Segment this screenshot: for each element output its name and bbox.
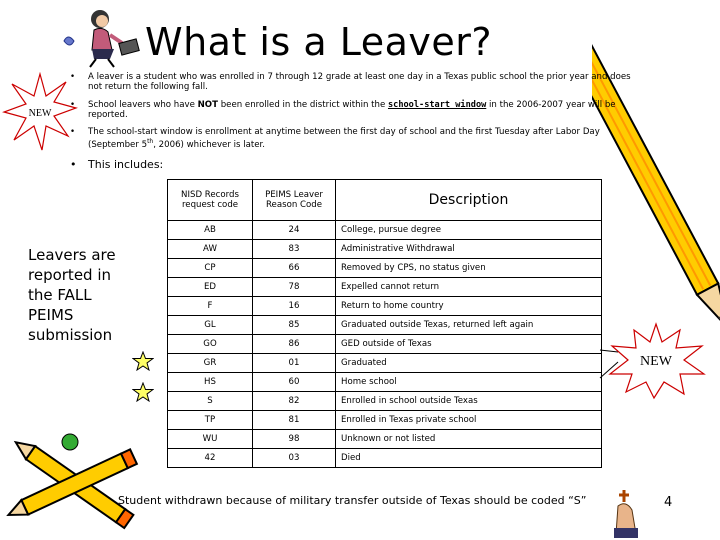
slide-title: What is a Leaver?	[145, 20, 493, 64]
nisd-code-cell: 42	[168, 449, 253, 468]
bullet-school-leavers	[70, 100, 635, 121]
bullet-text-underline: school-start window	[387, 99, 487, 110]
description-cell: Died	[336, 449, 602, 468]
table-row	[168, 259, 602, 278]
peims-code-cell: 98	[253, 430, 336, 449]
nisd-code-cell: TP	[168, 411, 253, 430]
description-cell: Graduated	[336, 354, 602, 373]
nisd-code-cell: S	[168, 392, 253, 411]
table-row	[168, 240, 602, 259]
peims-code-cell: 16	[253, 297, 336, 316]
nisd-code-cell: CP	[168, 259, 253, 278]
header-description: Description	[336, 180, 602, 221]
description-cell: GED outside of Texas	[336, 335, 602, 354]
new-starburst-large	[598, 320, 708, 400]
bullet-text: This includes:	[88, 157, 164, 171]
table-row	[168, 411, 602, 430]
peims-code-cell: 82	[253, 392, 336, 411]
peims-code-cell: 03	[253, 449, 336, 468]
table-row	[168, 354, 602, 373]
bullet-text-pre: School leavers who have	[88, 99, 198, 110]
pencils-bottom-left-clipart	[0, 430, 150, 540]
bullet-text: A leaver is a student who was enrolled in 7 through 12 grade at least one day in a Texas public school the prior year and does not return the following fall.	[88, 72, 631, 93]
bullet-this-includes	[70, 158, 635, 171]
table-row	[168, 449, 602, 468]
new-starburst-small	[2, 72, 78, 152]
table-row	[168, 335, 602, 354]
nisd-code-cell: GO	[168, 335, 253, 354]
table-row	[168, 316, 602, 335]
peims-code-cell: 66	[253, 259, 336, 278]
description-cell: Enrolled in school outside Texas	[336, 392, 602, 411]
leaver-codes-table	[167, 179, 602, 468]
table-row	[168, 278, 602, 297]
star-icon	[132, 382, 154, 402]
header-peims-code: PEIMS Leaver Reason Code	[253, 180, 336, 221]
table-row	[168, 297, 602, 316]
description-cell: Enrolled in Texas private school	[336, 411, 602, 430]
bullet-text-pre: The school-start window is enrollment at anytime between the first day of school and the first Tuesday after Labor Day (September 5	[88, 127, 600, 151]
table-row	[168, 392, 602, 411]
nisd-code-cell: WU	[168, 430, 253, 449]
description-cell: College, pursue degree	[336, 221, 602, 240]
peims-code-cell: 78	[253, 278, 336, 297]
table-row	[168, 221, 602, 240]
page-number: 4	[664, 495, 673, 510]
peims-code-cell: 81	[253, 411, 336, 430]
new-badge-small-label: NEW	[28, 108, 52, 119]
nisd-code-cell: ED	[168, 278, 253, 297]
praying-hands-clipart	[608, 488, 644, 538]
description-cell: Return to home country	[336, 297, 602, 316]
description-cell: Home school	[336, 373, 602, 392]
peims-code-cell: 83	[253, 240, 336, 259]
table-row	[168, 373, 602, 392]
bullet-text-post: in the 2006-2007 year will be reported.	[88, 99, 616, 120]
bullet-text-sup: th	[147, 138, 154, 146]
description-cell: Graduated outside Texas, returned left again	[336, 316, 602, 335]
bullet-leaver-definition	[70, 72, 635, 93]
bullet-text-post: , 2006) whichever is later.	[153, 140, 265, 151]
nisd-code-cell: AB	[168, 221, 253, 240]
table-row	[168, 430, 602, 449]
header-nisd-code: NISD Records request code	[168, 180, 253, 221]
description-cell: Unknown or not listed	[336, 430, 602, 449]
peims-code-cell: 60	[253, 373, 336, 392]
peims-code-cell: 86	[253, 335, 336, 354]
nisd-code-cell: F	[168, 297, 253, 316]
bullet-text-bold: NOT	[197, 99, 218, 110]
table-header-row	[168, 180, 602, 221]
footer-note: Student withdrawn because of military transfer outside of Texas should be coded “S”	[118, 494, 587, 507]
bullet-text-mid: been enrolled in the district within the	[217, 99, 388, 110]
star-icon	[132, 351, 154, 371]
bullet-list	[70, 72, 635, 178]
nisd-code-cell: AW	[168, 240, 253, 259]
description-cell: Expelled cannot return	[336, 278, 602, 297]
nisd-code-cell: HS	[168, 373, 253, 392]
walking-person-clipart	[62, 5, 152, 70]
bullet-school-start-window	[70, 127, 635, 150]
side-note: Leavers are reported in the FALL PEIMS submission	[28, 246, 116, 344]
peims-code-cell: 85	[253, 316, 336, 335]
nisd-code-cell: GL	[168, 316, 253, 335]
new-badge-large-label: NEW	[640, 354, 672, 369]
description-cell: Removed by CPS, no status given	[336, 259, 602, 278]
peims-code-cell: 24	[253, 221, 336, 240]
peims-code-cell: 01	[253, 354, 336, 373]
description-cell: Administrative Withdrawal	[336, 240, 602, 259]
nisd-code-cell: GR	[168, 354, 253, 373]
